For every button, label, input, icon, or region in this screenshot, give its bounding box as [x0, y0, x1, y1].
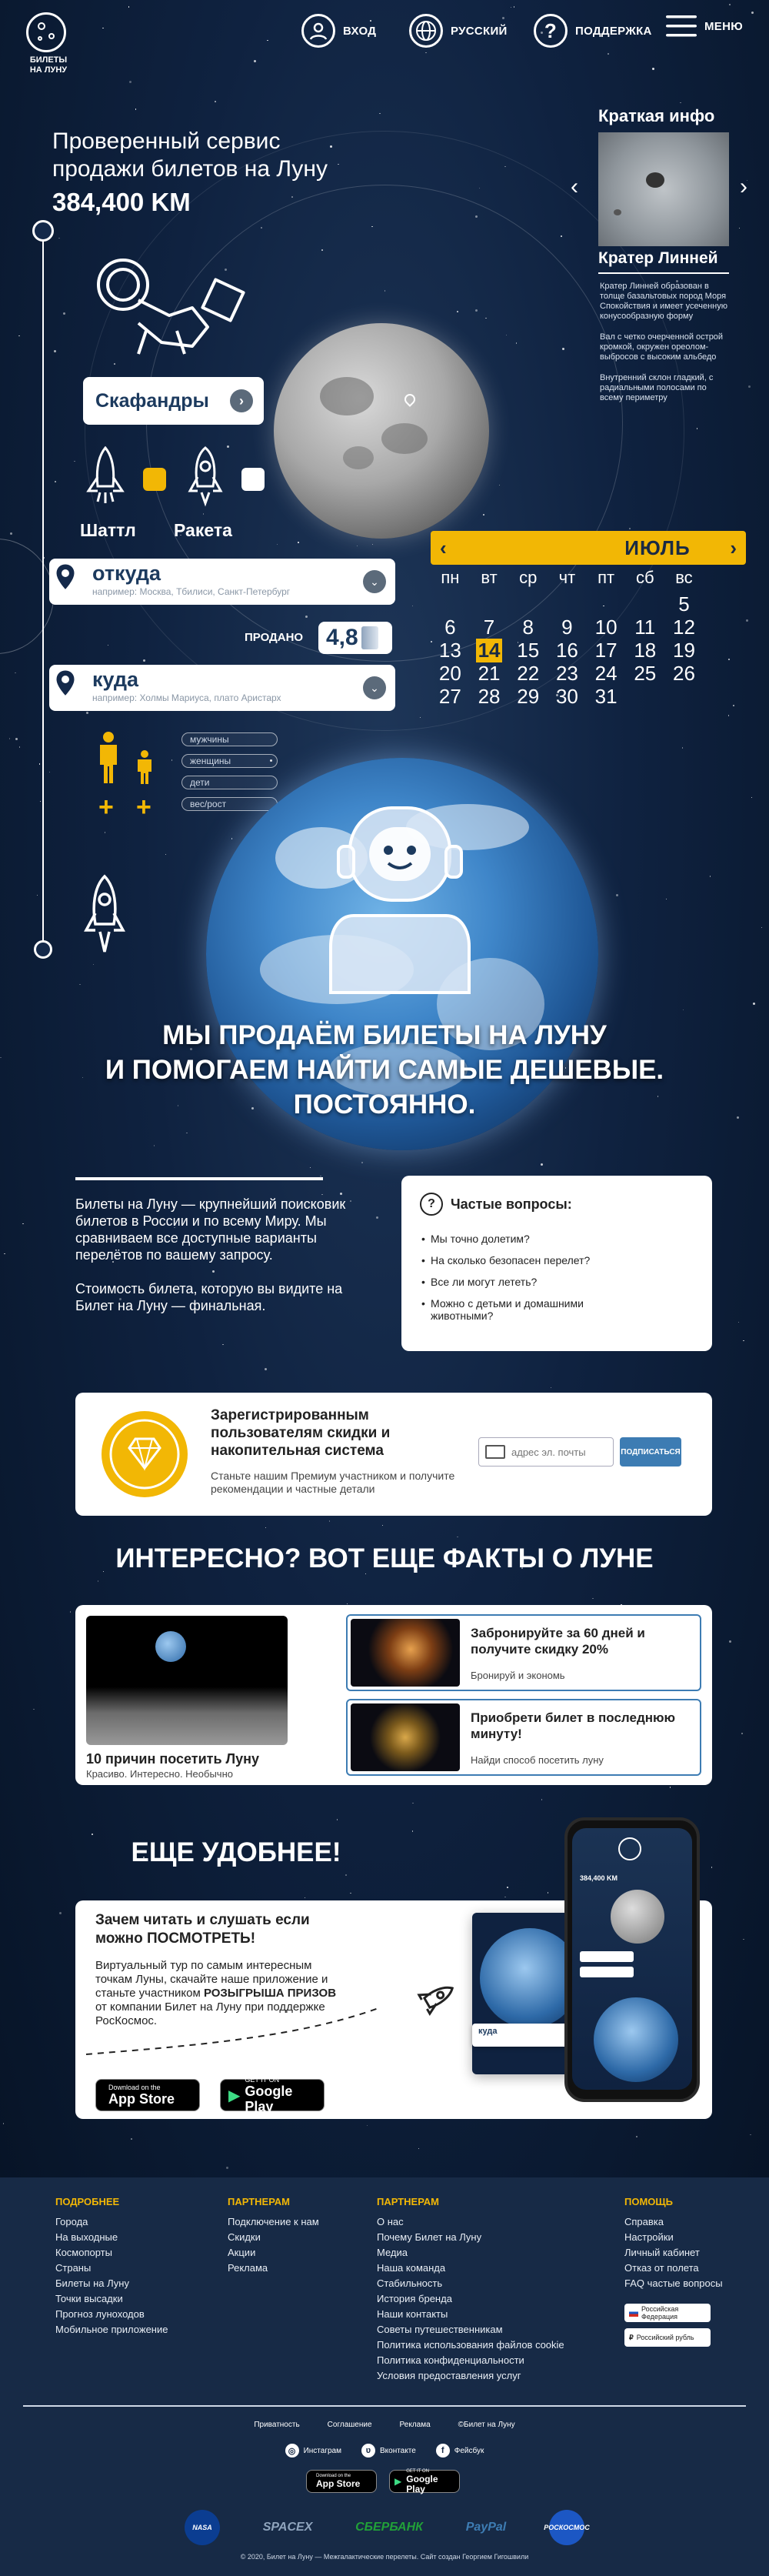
- star: [15, 672, 16, 674]
- timeline-pin-icon: [32, 220, 54, 242]
- calendar-day[interactable]: 10: [594, 616, 618, 639]
- star: [682, 747, 684, 749]
- footer-heading: ПОМОЩЬ: [624, 2196, 673, 2207]
- kids-field[interactable]: дети: [181, 776, 278, 789]
- support-label: ПОДДЕРЖКА: [575, 24, 652, 38]
- logo-text: БИЛЕТЫ НА ЛУНУ: [29, 55, 68, 75]
- footer-link[interactable]: Космопорты: [55, 2247, 112, 2258]
- man-icon: [97, 731, 120, 785]
- chevron-down-icon[interactable]: ⌄: [363, 570, 386, 593]
- appstore-label: App Store: [316, 2478, 361, 2489]
- calendar-day[interactable]: 7: [483, 616, 495, 639]
- faq-question: Все ли могут лететь?: [431, 1276, 538, 1288]
- app-title: ЕЩЕ УДОБНЕЕ!: [131, 1837, 341, 1867]
- country-select-label: Российская Федерация: [641, 2305, 679, 2321]
- faq-card: [401, 1176, 712, 1351]
- currency-select[interactable]: [624, 2328, 711, 2347]
- about-divider: [75, 1177, 323, 1180]
- info-next-arrow[interactable]: ›: [740, 174, 747, 199]
- star: [412, 1803, 414, 1804]
- play-icon: ▶: [228, 2087, 241, 2104]
- weekday-label: пт: [598, 568, 615, 587]
- gplay-small: GET IT ON: [406, 2468, 430, 2474]
- app-text-highlight: РОЗЫГРЫША ПРИЗОВ: [203, 1987, 337, 2000]
- calendar-day[interactable]: 19: [673, 639, 695, 662]
- hero-distance: 384,400 KM: [52, 188, 191, 216]
- suits-label: Скафандры: [95, 389, 209, 412]
- star: [154, 1145, 155, 1146]
- googleplay-button[interactable]: [220, 2076, 325, 2114]
- footer-col-about: [377, 2194, 564, 2384]
- star: [728, 715, 730, 716]
- star: [9, 738, 11, 739]
- facts-card: [75, 1605, 712, 1785]
- star: [347, 1603, 348, 1605]
- footer-link[interactable]: На выходные: [55, 2231, 118, 2243]
- user-icon: [301, 14, 335, 48]
- weekday-label: сб: [635, 568, 654, 587]
- calendar-day[interactable]: 20: [438, 662, 461, 685]
- footer-heading: ПОДРОБНЕЕ: [55, 2196, 120, 2207]
- crater-paragraph: Внутренний склон гладкий, с радиальными полосами по всему периметру: [600, 373, 714, 402]
- gplay-small: GET IT ON: [245, 2076, 280, 2084]
- footer-link[interactable]: Медиа: [377, 2247, 408, 2258]
- star: [753, 1003, 755, 1005]
- calendar-day[interactable]: 23: [555, 662, 578, 685]
- star: [412, 1830, 414, 1832]
- star: [457, 1537, 458, 1538]
- star: [504, 1897, 506, 1898]
- calendar-day: [587, 592, 626, 616]
- footer-link[interactable]: История бренда: [377, 2293, 452, 2304]
- social-label: Фейсбук: [454, 2446, 484, 2455]
- star: [226, 2167, 228, 2169]
- crater-image: [598, 132, 729, 246]
- earthrise-image[interactable]: [86, 1616, 288, 1745]
- faq-question: Мы точно долетим?: [431, 1233, 530, 1245]
- support-link[interactable]: [534, 14, 652, 48]
- star: [748, 385, 751, 388]
- astronaut-avatar-icon: [323, 800, 477, 1000]
- sold-value: 4,8: [326, 625, 358, 650]
- fact-card-discount[interactable]: [346, 1614, 701, 1691]
- social-label: Инстаграм: [303, 2446, 341, 2455]
- star: [55, 481, 56, 482]
- footer-link[interactable]: Политика конфиденциальности: [377, 2354, 524, 2366]
- star: [79, 984, 81, 986]
- currency-select-label: Российский рубль: [636, 2334, 694, 2341]
- star: [92, 1834, 93, 1835]
- rocket-checkbox[interactable]: [241, 468, 265, 491]
- planet-image: [351, 1619, 460, 1687]
- star: [636, 2136, 638, 2137]
- calendar-weekdays: [431, 568, 704, 588]
- app-text-part: Виртуальный тур по самым интересным точкам Луны, скачайте наше приложение и станьте участником: [95, 1959, 328, 2000]
- footer-links: [0, 2421, 769, 2429]
- about-text: [75, 1196, 360, 1314]
- footer-link[interactable]: Прогноз луноходов: [55, 2308, 145, 2320]
- hero-title-line: продажи билетов на Луну: [52, 156, 328, 182]
- star: [507, 1887, 508, 1888]
- location-pin-icon: [402, 392, 418, 407]
- faq-item[interactable]: • Можно с детьми и домашними животными?: [421, 1297, 584, 1322]
- astronaut-icon: [85, 246, 254, 362]
- to-field[interactable]: [49, 665, 395, 711]
- sold-label: ПРОДАНО: [245, 631, 304, 644]
- faq-question: Можно с детьми и домашними животными?: [431, 1297, 584, 1322]
- shuttle-icon: [86, 446, 125, 508]
- calendar-day[interactable]: 22: [517, 662, 540, 685]
- calendar-day[interactable]: 12: [673, 616, 695, 639]
- ruble-icon: ₽: [629, 2333, 634, 2341]
- footer-link[interactable]: Наши контакты: [377, 2308, 448, 2320]
- phone-distance: 384,400 KM: [580, 1874, 618, 1882]
- mail-icon: [485, 1445, 505, 1459]
- star: [131, 2138, 132, 2140]
- timeline-end-dot: [34, 940, 52, 959]
- fact-subtitle: Бронируй и экономь: [471, 1670, 565, 1681]
- social-label: Вконтакте: [379, 2446, 416, 2455]
- star: [345, 1874, 347, 1876]
- calendar-day[interactable]: 15: [517, 639, 540, 662]
- star: [74, 461, 75, 462]
- calendar-day: [625, 592, 664, 616]
- calendar-day[interactable]: 8: [522, 616, 534, 639]
- about-paragraph: Билеты на Луну — крупнейший поисковик билетов в России и по всему Миру. Мы сравниваем все доступные варианты перелётов по вашему запросу.: [75, 1196, 346, 1263]
- diamond-badge-icon: [98, 1408, 191, 1500]
- phone-mockup: [564, 1817, 700, 2102]
- question-icon: ?: [534, 14, 568, 48]
- calendar-day[interactable]: 6: [444, 616, 456, 639]
- info-prev-arrow[interactable]: ‹: [571, 174, 578, 199]
- crater-paragraph: Кратер Линней образован в толще базальтовых пород Моря Спокойствия и имеет усеченную конусообразную форму: [600, 282, 728, 321]
- partner-logo: PayPal: [465, 2521, 507, 2534]
- login-label: ВХОД: [343, 24, 377, 38]
- main-headline: [0, 1018, 769, 1122]
- calendar-day[interactable]: 28: [478, 685, 501, 708]
- faq-title: Частые вопросы:: [451, 1196, 572, 1212]
- arrow-right-icon: ›: [230, 389, 253, 412]
- footer-googleplay-button[interactable]: ▶ GET IT ON Google Play: [389, 2470, 460, 2493]
- star: [743, 1340, 744, 1342]
- star: [4, 1253, 5, 1255]
- subscribe-card: [75, 1393, 712, 1516]
- calendar-day: [625, 685, 664, 709]
- language-label: РУССКИЙ: [451, 24, 508, 38]
- probe-image: [351, 1703, 460, 1771]
- footer-heading: ПАРТНЕРАМ: [228, 2196, 290, 2207]
- appstore-button[interactable]: [95, 2079, 200, 2111]
- flag-ru-icon: [629, 2309, 638, 2317]
- faq-question: На сколько безопасен перелет?: [431, 1254, 591, 1266]
- calendar-day[interactable]: 31: [594, 685, 618, 708]
- hamburger-icon: [666, 14, 697, 38]
- moon-image: [274, 323, 489, 539]
- calendar-next-button[interactable]: ›: [730, 536, 737, 559]
- calendar-day: [664, 685, 704, 709]
- facebook-icon: f: [436, 2444, 450, 2458]
- footer-link[interactable]: Скидки: [228, 2231, 261, 2243]
- footer-link[interactable]: Акции: [228, 2247, 256, 2258]
- footer-col-partners: [228, 2194, 319, 2276]
- rocket-icon: [82, 873, 128, 958]
- timeline-line: [42, 223, 44, 946]
- footer-appstore-button[interactable]: [306, 2470, 377, 2493]
- calendar-week: [431, 639, 704, 662]
- calendar-day[interactable]: 5: [678, 592, 690, 616]
- calendar-day[interactable]: 25: [634, 662, 657, 685]
- footer-bottom-link[interactable]: Приватность: [254, 2421, 300, 2429]
- footer-heading: ПАРТНЕРАМ: [377, 2196, 439, 2207]
- reasons-title[interactable]: 10 причин посетить Луну: [86, 1751, 260, 1767]
- calendar-day[interactable]: 16: [555, 639, 578, 662]
- footer-link[interactable]: Советы путешественникам: [377, 2324, 503, 2335]
- faq-item[interactable]: • На сколько безопасен перелет?: [421, 1254, 591, 1266]
- mockup-label: куда: [478, 2027, 498, 2036]
- crater-underline: [598, 272, 729, 274]
- star: [741, 1733, 743, 1734]
- footer-link[interactable]: Точки высадки: [55, 2293, 123, 2304]
- star: [265, 1527, 267, 1529]
- question-icon: ?: [420, 1193, 443, 1216]
- calendar-week: [431, 685, 704, 709]
- footer-link[interactable]: Почему Билет на Луну: [377, 2231, 482, 2243]
- calendar-week: [431, 592, 704, 616]
- calendar-day: [508, 592, 548, 616]
- subscribe-text: Станьте нашим Премиум участником и получите рекомендации и частные детали: [211, 1470, 455, 1495]
- calendar-day[interactable]: 26: [673, 662, 695, 685]
- facts-title: ИНТЕРЕСНО? ВОТ ЕЩЕ ФАКТЫ О ЛУНЕ: [115, 1543, 654, 1573]
- star: [15, 738, 18, 740]
- chevron-down-icon[interactable]: ⌄: [363, 676, 386, 699]
- calendar-day[interactable]: 11: [634, 616, 656, 639]
- men-field[interactable]: мужчины: [181, 732, 278, 746]
- star: [751, 12, 754, 14]
- menu-button[interactable]: [666, 14, 743, 38]
- star: [33, 1709, 35, 1710]
- star: [670, 1787, 671, 1788]
- about-paragraph: Стоимость билета, которую вы видите на Билет на Луну — финальная.: [75, 1281, 343, 1313]
- crater-paragraph: Вал с четко очерченной острой кромкой, окружен ореолом-выбросов с высоким альбедо: [600, 332, 724, 362]
- partner-logo: СБЕРБАНК: [355, 2521, 423, 2534]
- calendar-day[interactable]: 27: [438, 685, 461, 708]
- reasons-subtitle: Красиво. Интересно. Необычно: [86, 1768, 233, 1780]
- calendar-day[interactable]: 24: [594, 662, 618, 685]
- footer-link[interactable]: Настройки: [624, 2231, 674, 2243]
- star: [551, 1387, 552, 1389]
- faq-item[interactable]: • Все ли могут лететь?: [421, 1276, 538, 1288]
- partner-logo: РОСКОСМОС: [549, 2510, 584, 2545]
- suits-button[interactable]: [83, 377, 264, 425]
- footer-link[interactable]: Отказ от полета: [624, 2262, 699, 2274]
- calendar-day: [431, 592, 470, 616]
- partner-logo: NASA: [185, 2510, 220, 2545]
- weight-field[interactable]: вес/рост: [181, 797, 278, 811]
- weekday-label: чт: [558, 568, 576, 587]
- footer-link[interactable]: Страны: [55, 2262, 92, 2274]
- weekday-label: ср: [519, 568, 538, 587]
- footer-link[interactable]: Стабильность: [377, 2277, 443, 2289]
- calendar-day: [470, 592, 509, 616]
- to-label: куда: [92, 668, 139, 691]
- from-field[interactable]: [49, 559, 395, 605]
- weekday-label: вт: [481, 568, 498, 587]
- footer-link[interactable]: Политика использования файлов cookie: [377, 2339, 564, 2351]
- location-pin-icon: [54, 668, 77, 699]
- footer-link[interactable]: Билеты на Луну: [55, 2277, 129, 2289]
- star: [215, 101, 216, 102]
- from-label: откуда: [92, 562, 161, 585]
- star: [3, 2123, 5, 2124]
- star: [761, 927, 763, 929]
- footer-bottom-link[interactable]: Соглашение: [327, 2421, 372, 2429]
- star: [19, 746, 21, 748]
- to-hint: например: Холмы Мариуса, плато Аристарх: [92, 692, 281, 703]
- weekday-label: вс: [675, 568, 693, 587]
- star: [340, 1193, 342, 1195]
- star: [254, 60, 256, 62]
- add-man-button[interactable]: +: [98, 792, 114, 822]
- hero-title: [52, 128, 328, 183]
- calendar-day[interactable]: 14: [476, 639, 503, 662]
- sold-counter: [318, 622, 392, 654]
- appstore-small: Download on the: [108, 2084, 161, 2091]
- language-selector[interactable]: [409, 14, 508, 48]
- star: [63, 312, 65, 315]
- menu-label: МЕНЮ: [704, 19, 744, 33]
- crater-name: Кратер Линней: [598, 249, 718, 267]
- email-input[interactable]: [511, 1446, 611, 1458]
- calendar-header: [431, 531, 746, 565]
- footer-link[interactable]: Подключение к нам: [228, 2216, 319, 2227]
- logo[interactable]: [22, 12, 75, 75]
- calendar-week: [431, 662, 704, 686]
- child-icon: [135, 749, 154, 785]
- footer-link[interactable]: Реклама: [228, 2262, 268, 2274]
- hero-title-line: Проверенный сервис: [52, 128, 281, 154]
- instagram-icon: ◎: [285, 2444, 299, 2458]
- footer-link[interactable]: FAQ частые вопросы: [624, 2277, 723, 2289]
- calendar-day[interactable]: 30: [555, 685, 578, 708]
- star: [733, 705, 734, 706]
- crater-description: [600, 282, 731, 403]
- faq-item[interactable]: • Мы точно долетим?: [421, 1233, 530, 1245]
- footer-link[interactable]: О нас: [377, 2216, 404, 2227]
- fact-card-last-minute[interactable]: [346, 1699, 701, 1776]
- footer-link[interactable]: Наша команда: [377, 2262, 446, 2274]
- shuttle-checkbox[interactable]: [143, 468, 166, 491]
- rocket-icon: [186, 446, 225, 508]
- star: [743, 1939, 744, 1940]
- appstore-small: Download on the: [316, 2474, 351, 2478]
- social-link[interactable]: [436, 2444, 484, 2458]
- star: [608, 53, 609, 55]
- vk-icon: ʋ: [361, 2444, 375, 2458]
- app-text-part: от компании Билет на Луну при поддержке РосКосмос.: [95, 2000, 325, 2027]
- star: [729, 4, 731, 5]
- moon-logo-icon: [26, 12, 66, 52]
- location-pin-icon: [54, 562, 77, 592]
- star: [267, 40, 268, 42]
- login-link[interactable]: [301, 14, 376, 48]
- footer-link[interactable]: Личный кабинет: [624, 2247, 700, 2258]
- headline-line: МЫ ПРОДАЁМ БИЛЕТЫ НА ЛУНУ: [162, 1020, 607, 1050]
- calendar-week: [431, 616, 704, 639]
- women-field[interactable]: женщины: [181, 754, 278, 768]
- info-title: Краткая инфо: [598, 106, 715, 125]
- star: [652, 68, 654, 70]
- calendar-day: [548, 592, 587, 616]
- copyright: © 2020, Билет на Луну — Межгалактические перелеты. Сайт создан Георгием Гигошвили: [240, 2553, 529, 2561]
- gplay-label: Google Play: [406, 2473, 438, 2494]
- calendar-day[interactable]: 13: [438, 639, 461, 662]
- star: [361, 1162, 363, 1163]
- star: [59, 1912, 62, 1914]
- star: [37, 895, 38, 896]
- fact-subtitle: Найди способ посетить луну: [471, 1754, 604, 1766]
- headline-line: ПОСТОЯННО.: [293, 1089, 476, 1119]
- fact-title: Забронируйте за 60 дней и получите скидку 20%: [471, 1626, 645, 1657]
- country-select[interactable]: [624, 2304, 711, 2322]
- headline-line: И ПОМОГАЕМ НАЙТИ САМЫЕ ДЕШЕВЫЕ.: [105, 1055, 664, 1085]
- star: [18, 335, 20, 337]
- calendar-day[interactable]: 9: [561, 616, 573, 639]
- rocket-label: Ракета: [174, 520, 232, 540]
- fact-title: Приобрети билет в последнюю минуту!: [471, 1710, 676, 1741]
- calendar-day[interactable]: 29: [517, 685, 540, 708]
- globe-icon: [409, 14, 443, 48]
- social-links: [0, 2444, 769, 2458]
- calendar-day[interactable]: 21: [478, 662, 501, 685]
- star: [728, 659, 730, 660]
- footer-link[interactable]: Условия предоставления услуг: [377, 2370, 521, 2381]
- calendar-day[interactable]: 18: [634, 639, 657, 662]
- shuttle-label: Шаттл: [80, 520, 136, 540]
- footer-link[interactable]: Города: [55, 2216, 88, 2227]
- social-link[interactable]: [361, 2444, 416, 2458]
- partner-logo: SPACEX: [262, 2521, 313, 2534]
- subscribe-title: Зарегистрированным пользователям скидки и накопительная система: [211, 1407, 391, 1459]
- weekday-label: пн: [441, 568, 460, 587]
- subscribe-button[interactable]: ПОДПИСАТЬСЯ: [620, 1437, 681, 1467]
- footer-col-help: [624, 2194, 723, 2291]
- calendar-prev-button[interactable]: ‹: [440, 536, 447, 559]
- footer-link[interactable]: Справка: [624, 2216, 664, 2227]
- footer-bottom-link[interactable]: Реклама: [399, 2421, 431, 2429]
- footer-link[interactable]: Мобильное приложение: [55, 2324, 168, 2335]
- social-link[interactable]: [285, 2444, 341, 2458]
- footer-col-details: [55, 2194, 168, 2337]
- from-hint: например: Москва, Тбилиси, Санкт-Петербург: [92, 586, 291, 597]
- calendar-day[interactable]: 17: [594, 639, 618, 662]
- partner-logos: [185, 2510, 590, 2545]
- footer-divider: [23, 2405, 746, 2407]
- appstore-label: App Store: [108, 2091, 175, 2107]
- calendar-month: ИЮЛЬ: [624, 536, 691, 559]
- add-child-button[interactable]: +: [136, 792, 151, 822]
- footer-bottom-link[interactable]: ©Билет на Луну: [458, 2421, 515, 2429]
- gplay-label: Google Play: [245, 2084, 293, 2114]
- email-field[interactable]: [478, 1437, 614, 1467]
- app-card-title: Зачем читать и слушать если можно ПОСМОТРЕТЬ!: [95, 1912, 310, 1947]
